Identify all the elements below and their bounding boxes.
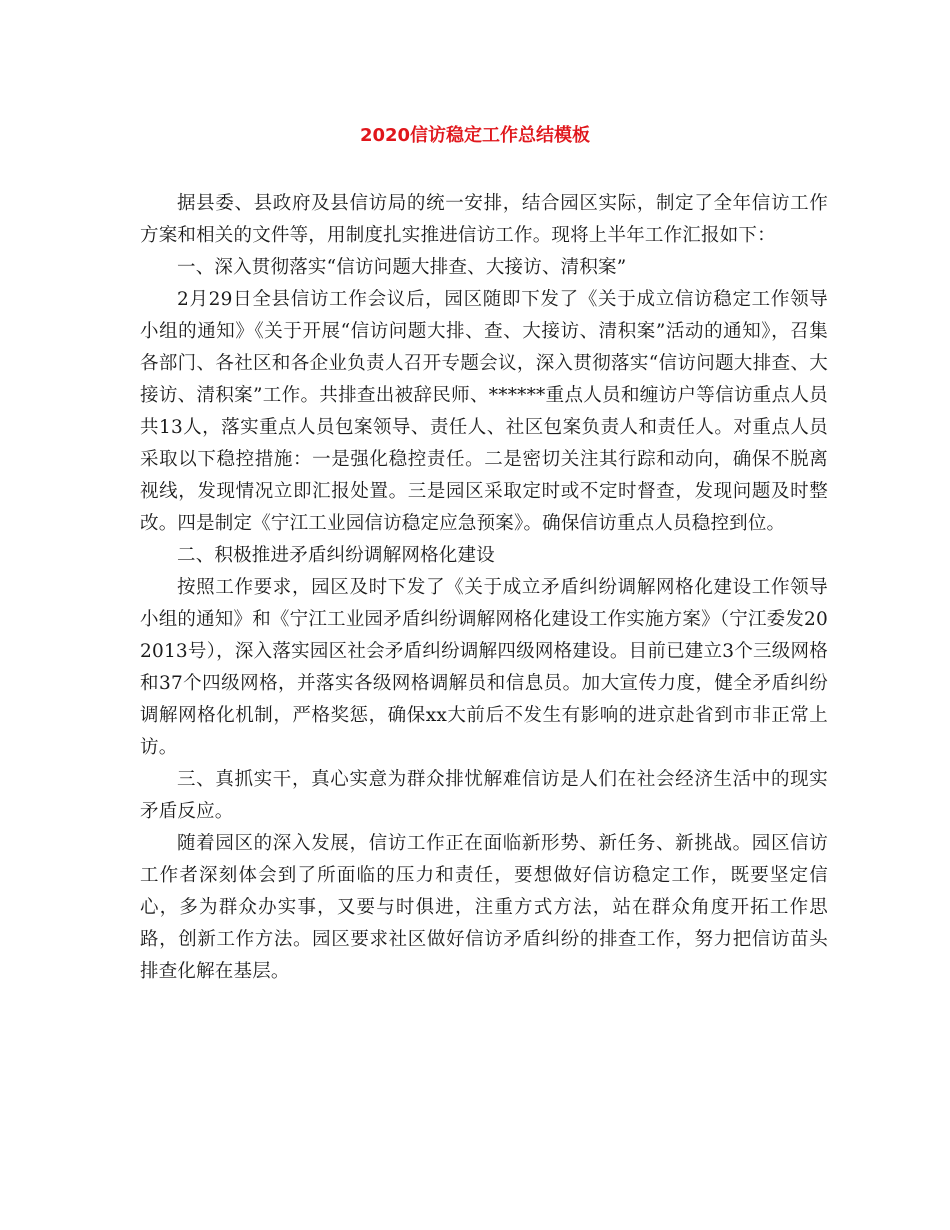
intro-paragraph: 据县委、县政府及县信访局的统一安排，结合园区实际，制定了全年信访工作方案和相关的文件等，用制度扎实推进信访工作。现将上半年工作汇报如下： (140, 193, 828, 246)
section-paragraph-1: 2月29日全县信访工作会议后，园区随即下发了《关于成立信访稳定工作领导小组的通知》《关于开展“信访问题大排、查、大接访、清积案”活动的通知》，召集各部门、各社区和各企业负责人召开专题会议，深入贯彻落实“信访问题大排查、大接访、清积案”工作。共排查出被辞民师、******重点人员和缠访户等信访重点人员共13人，落实重点人员包案领导、责任人、社区包案负责人和责任人。对重点人员采取以下稳控措施：一是强化稳控责任。二是密切关注其行踪和动向，确保不脱离视线，发现情况立即汇报处置。三是园区采取定时或不定时督查，发现问题及时整改。四是制定《宁江工业园信访稳定应急预案》。确保信访重点人员稳控到位。 (140, 289, 828, 534)
section-paragraph-3: 随着园区的深入发展，信访工作正在面临新形势、新任务、新挑战。园区信访工作者深刻体会到了所面临的压力和责任，要想做好信访稳定工作，既要坚定信心，多为群众办实事，又要与时俱进，注重方式方法，站在群众角度开拓工作思路，创新工作方法。园区要求社区做好信访矛盾纠纷的排查工作，努力把信访苗头排查化解在基层。 (140, 833, 828, 982)
section-paragraph-2: 按照工作要求，园区及时下发了《关于成立矛盾纠纷调解网格化建设工作领导小组的通知》和《宁江工业园矛盾纠纷调解网格化建设工作实施方案》（宁江委发202013号），深入落实园区社会矛盾纠纷调解四级网格建设。目前已建立3个三级网格和37个四级网格，并落实各级网格调解员和信息员。加大宣传力度，健全矛盾纠纷调解网格化机制，严格奖惩，确保xx大前后不发生有影响的进京赴省到市非正常上访。 (140, 577, 828, 758)
section-heading-2: 二、积极推进矛盾纠纷调解网格化建设 (177, 545, 495, 566)
section-heading-3: 三、真抓实干，真心实意为群众排忧解难信访是人们在社会经济生活中的现实矛盾反应。 (140, 769, 828, 822)
document-title: 2020信访稳定工作总结模板 (359, 125, 591, 146)
section-heading-1: 一、深入贯彻落实“信访问题大排查、大接访、清积案” (177, 257, 627, 278)
document-body (140, 188, 828, 988)
